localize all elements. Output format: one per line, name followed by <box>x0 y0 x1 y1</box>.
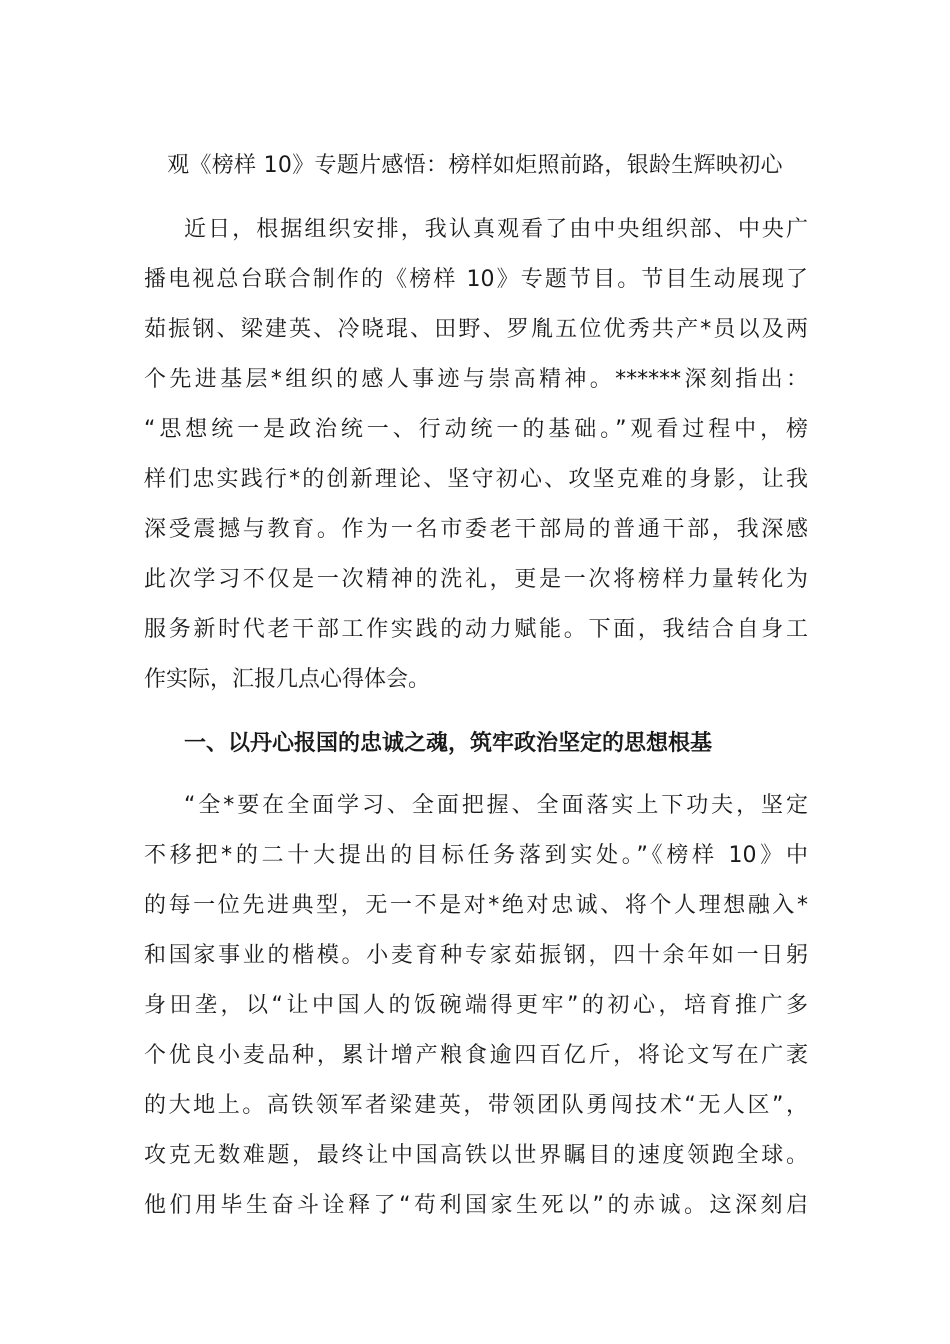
text-line: 不移把*的二十大提出的目标任务落到实处。”《榜样 10》中 <box>144 843 808 868</box>
text-line: 播电视总台联合制作的《榜样 10》专题节目。节目生动展现了 <box>144 267 808 292</box>
text-line: 服务新时代老干部工作实践的动力赋能。下面，我结合自身工 <box>144 617 808 642</box>
text-line: 和国家事业的楷模。小麦育种专家茹振钢，四十余年如一日躬 <box>144 943 808 968</box>
paragraph-intro <box>144 205 808 705</box>
text-line: 近日，根据组织安排，我认真观看了由中央组织部、中央广 <box>184 217 808 242</box>
text-line: 作实际，汇报几点心得体会。 <box>144 667 431 692</box>
paragraph-section-1 <box>144 781 808 1231</box>
section-heading-1: 一、以丹心报国的忠诚之魂，筑牢政治坚定的思想根基 <box>184 731 713 756</box>
text-line: 个优良小麦品种，累计增产粮食逾四百亿斤，将论文写在广袤 <box>144 1043 808 1068</box>
text-line: 个先进基层*组织的感人事迹与崇高精神。******深刻指出： <box>144 367 808 392</box>
text-line: 样们忠实践行*的创新理论、坚守初心、攻坚克难的身影，让我 <box>144 467 808 492</box>
text-line: 茹振钢、梁建英、冷晓琨、田野、罗胤五位优秀共产*员以及两 <box>144 317 808 342</box>
document-title: 观《榜样 10》专题片感悟：榜样如炬照前路，银龄生辉映初心 <box>167 153 783 178</box>
text-line: 深受震撼与教育。作为一名市委老干部局的普通干部，我深感 <box>144 517 808 542</box>
text-line: 的大地上。高铁领军者梁建英，带领团队勇闯技术“无人区”， <box>144 1093 809 1118</box>
text-line: “全*要在全面学习、全面把握、全面落实上下功夫，坚定 <box>184 793 808 818</box>
text-line: 攻克无数难题，最终让中国高铁以世界瞩目的速度领跑全球。 <box>144 1143 808 1168</box>
text-line: 此次学习不仅是一次精神的洗礼，更是一次将榜样力量转化为 <box>144 567 808 592</box>
text-line: 身田垄，以“让中国人的饭碗端得更牢”的初心，培育推广多 <box>144 993 808 1018</box>
text-line: 的每一位先进典型，无一不是对*绝对忠诚、将个人理想融入* <box>144 893 808 918</box>
text-line: 他们用毕生奋斗诠释了“苟利国家生死以”的赤诚。这深刻启 <box>144 1193 808 1218</box>
document-body <box>144 205 808 1231</box>
text-line: “思想统一是政治统一、行动统一的基础。”观看过程中，榜 <box>144 417 808 442</box>
